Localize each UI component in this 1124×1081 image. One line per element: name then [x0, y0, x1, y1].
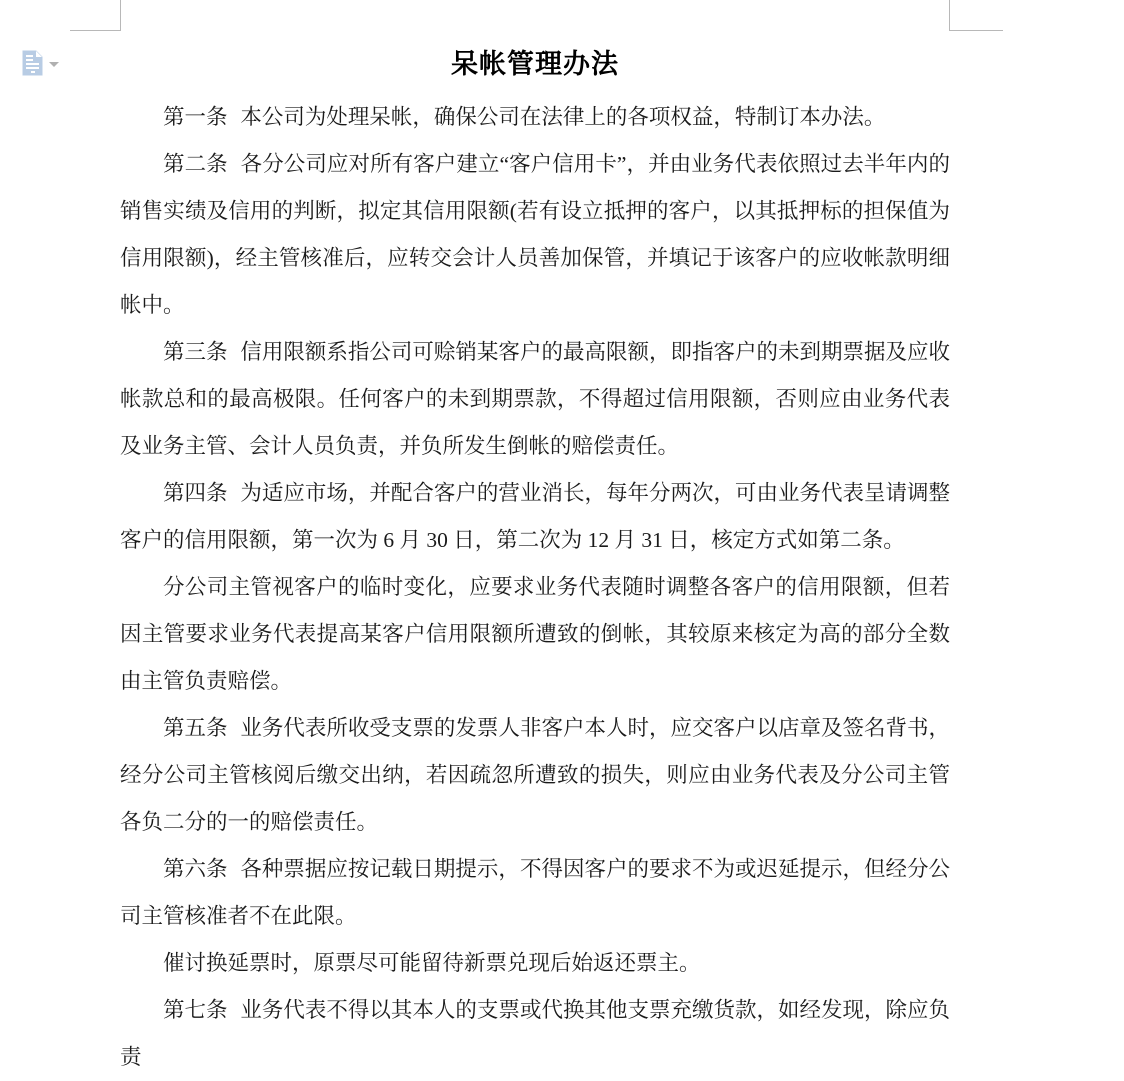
article-text: 各种票据应按记载日期提示，不得因客户的要求不为或迟延提示，但经分公司主管核准者不在此限。 [120, 857, 950, 928]
article-text: 分公司主管视客户的临时变化，应要求业务代表随时调整各客户的信用限额，但若因主管要求业务代表提高某客户信用限额所遭致的倒帐，其较原来核定为高的部分全数由主管负责赔偿。 [120, 575, 950, 693]
article-text: 各分公司应对所有客户建立“客户信用卡”，并由业务代表依照过去半年内的销售实绩及信用的判断，拟定其信用限额(若有设立抵押的客户，以其抵押标的担保值为信用限额)，经主管核准后，应转交会计人员善加保管，并填记于该客户的应收帐款明细帐中。 [120, 152, 950, 317]
article-label: 第六条 [163, 857, 228, 881]
article-label: 第一条 [163, 105, 228, 129]
article-label: 第七条 [163, 998, 228, 1022]
article-text: 业务代表不得以其本人的支票或代换其他支票充缴货款，如经发现，除应负责 [120, 998, 950, 1069]
document-paragraph-7 [120, 846, 950, 940]
document-paragraph-1 [120, 94, 950, 141]
article-text: 业务代表所收受支票的发票人非客户本人时，应交客户以店章及签名背书，经分公司主管核阅后缴交出纳，若因疏忽所遭致的损失，则应由业务代表及分公司主管各负二分的一的赔偿责任。 [120, 716, 950, 834]
margin-mark-horizontal-line [70, 30, 121, 31]
article-label: 第五条 [163, 716, 228, 740]
document-paragraph-2 [120, 141, 950, 329]
paste-options-button[interactable] [22, 50, 59, 76]
margin-mark-top-right [948, 0, 1004, 32]
document-paragraph-5 [120, 564, 950, 705]
page-title: 呆帐管理办法 [451, 49, 619, 79]
document-paragraph-6 [120, 705, 950, 846]
article-label: 第三条 [163, 340, 228, 364]
margin-mark-horizontal-line [949, 30, 1003, 31]
article-text: 为适应市场，并配合客户的营业消长，每年分两次，可由业务代表呈请调整客户的信用限额，第一次为 6 月 30 日，第二次为 12 月 31 日，核定方式如第二条。 [120, 481, 950, 552]
article-label: 第四条 [163, 481, 228, 505]
document-paragraph-3 [120, 329, 950, 470]
document-paragraph-9 [120, 987, 950, 1081]
article-text: 本公司为处理呆帐，确保公司在法律上的各项权益，特制订本办法。 [240, 105, 886, 129]
document-paragraph-4 [120, 470, 950, 564]
chevron-down-icon[interactable] [49, 62, 59, 67]
document-content [120, 0, 950, 1081]
document-paragraph-8 [120, 940, 950, 987]
article-text: 信用限额系指公司可赊销某客户的最高限额，即指客户的未到期票据及应收帐款总和的最高极限。任何客户的未到期票款，不得超过信用限额，否则应由业务代表及业务主管、会计人员负责，并负所发生倒帐的赔偿责任。 [120, 340, 950, 458]
margin-mark-top-left [70, 0, 122, 32]
paste-options-icon[interactable] [22, 50, 44, 76]
article-label: 第二条 [163, 152, 228, 176]
article-text: 催讨换延票时，原票尽可能留待新票兑现后始返还票主。 [163, 951, 701, 975]
